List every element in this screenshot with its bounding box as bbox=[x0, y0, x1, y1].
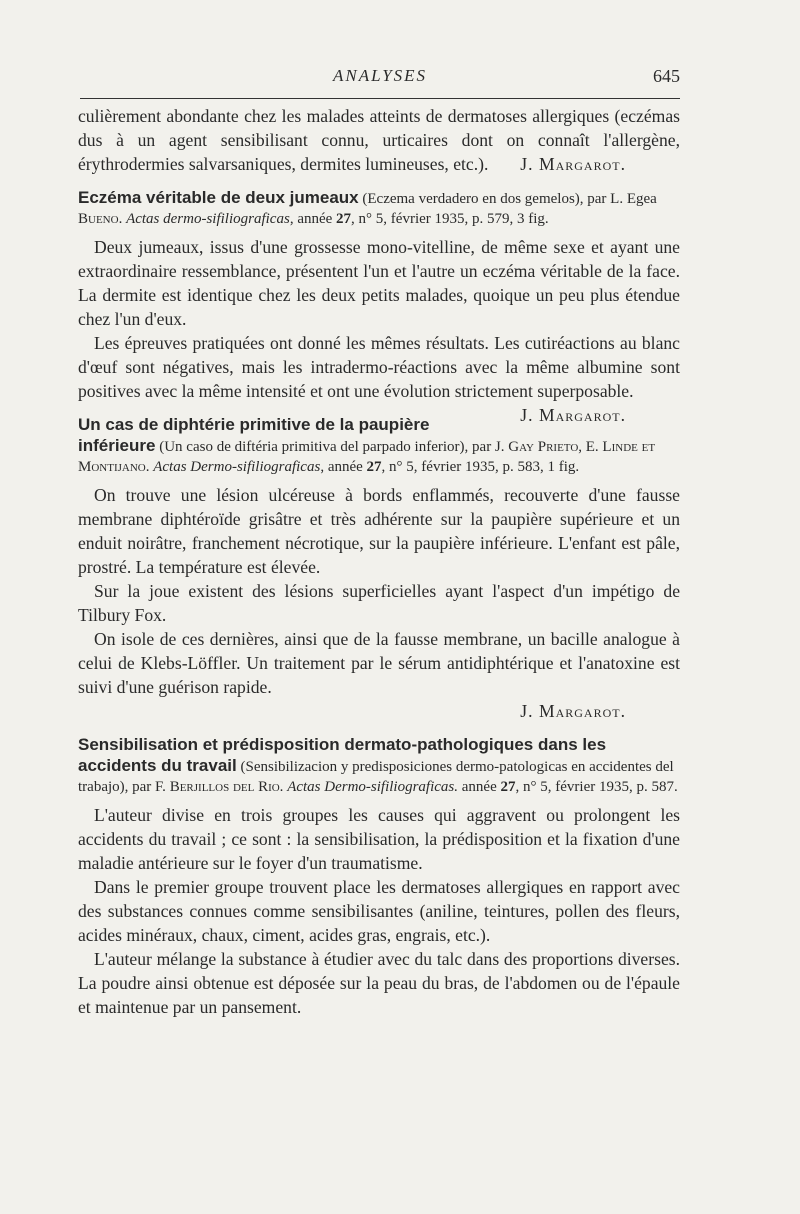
signature: J. Margarot. bbox=[520, 154, 626, 174]
entry-heading bbox=[78, 735, 680, 797]
entry-heading: Eczéma véritable de deux jumeaux (Eczema verdadero en dos gemelos), par L. Egea Bueno. Actas dermo-sifiliograficas, année 27, n° 5, février 1935, p. 579, 3 fig. bbox=[78, 188, 657, 227]
header-rule bbox=[80, 98, 680, 99]
citation-author: Gay Prieto, E. Linde et Montijano. bbox=[78, 439, 656, 475]
citation-text: (Eczema verdadero en dos gemelos), par L. Egea bbox=[358, 191, 657, 207]
citation-issue: , n° 5, février 1935, p. 587. bbox=[515, 779, 678, 795]
citation-text: (Sensibilizacion y predisposiciones dermo-patologicas en accidentes del trabajo), par F. bbox=[78, 759, 674, 795]
paragraph: Deux jumeaux, issus d'une grossesse mono-vitelline, de même sexe et ayant une extraordinaire ressemblance, présentent l'un et l'autre un eczéma véritable de la face. La dermite est identique chez les deux petits malades, quoique un peu plus étendue chez l'un d'eux. bbox=[78, 237, 680, 329]
citation-text: , année bbox=[320, 459, 367, 475]
signature: J. Margarot. bbox=[520, 405, 626, 425]
citation-volume: 27 bbox=[336, 211, 352, 227]
intro-paragraph bbox=[78, 104, 680, 176]
citation-journal: Actas Dermo-sifiliograficas. bbox=[287, 779, 459, 795]
page-number: 645 bbox=[653, 66, 680, 86]
signature: J. Margarot. bbox=[520, 701, 626, 721]
citation-text: , année bbox=[289, 211, 337, 227]
citation-text: année bbox=[458, 779, 501, 795]
citation-journal: Actas dermo-sifiliograficas bbox=[126, 211, 290, 227]
page-body bbox=[78, 104, 680, 1019]
citation-author: Berjillos del Rio. bbox=[169, 779, 284, 795]
running-header bbox=[80, 66, 680, 90]
citation-issue: , n° 5, février 1935, p. 583, 1 fig. bbox=[381, 459, 580, 475]
paragraph bbox=[78, 331, 680, 425]
citation-journal: Actas Dermo-sifiliograficas bbox=[153, 459, 321, 475]
entry-title: Eczéma véritable de deux jumeaux bbox=[78, 188, 359, 207]
paragraph: On trouve une lésion ulcéreuse à bords enflammés, recouverte d'une fausse membrane diphtéroïde grisâtre et très adhérente sur la paupière supérieure et un enduit noirâtre, franchement nécrotique, sur la paupière inférieure. L'enfant est pâle, prostré. La température est élevée. bbox=[78, 485, 680, 577]
citation-volume: 27 bbox=[366, 459, 382, 475]
citation-volume: 27 bbox=[500, 779, 516, 795]
entry-title: Sensibilisation et prédisposition dermato-pathologiques dans les accidents du travail bbox=[78, 735, 607, 775]
intro-text: culièrement abondante chez les malades atteints de dermatoses allergiques (eczémas dus à un agent sensibilisant connu, urticaires dont on connaît l'allergène, érythrodermies salvarsaniques, dermites lumineuses, etc.). bbox=[78, 106, 680, 174]
citation-text: (Un caso de diftéria primitiva del parpado inferior), par J. bbox=[155, 439, 509, 455]
citation-issue: , n° 5, février 1935, p. 579, 3 fig. bbox=[351, 211, 549, 227]
paragraph: L'auteur divise en trois groupes les causes qui aggravent ou prolongent les accidents du travail ; ce sont : la sensibilisation, la prédisposition et la fixation d'une maladie antérieure sur le foyer d'un traumatisme. bbox=[78, 805, 680, 873]
paragraph: Dans le premier groupe trouvent place les dermatoses allergiques en rapport avec des substances connues comme sensibilisantes (aniline, teintures, pollen des fleurs, acides minéraux, chaux, ciment, acides gras, engrais, etc.). bbox=[78, 877, 680, 945]
paragraph: On isole de ces dernières, ainsi que de la fausse membrane, un bacille analogue à celui de Klebs-Löffler. Un traitement par le sérum antidiphtérique et l'anatoxine est suivi d'une guérison rapide. bbox=[78, 629, 680, 697]
citation-author: Bueno bbox=[78, 211, 119, 227]
paragraph-text: Les épreuves pratiquées ont donné les mêmes résultats. Les cutiréactions au blanc d'œuf sont négatives, mais les intradermo-réactions avec la même albumine sont positives avec la même intensité et ont une évolution strictement superposable. bbox=[78, 333, 680, 401]
paragraph: Sur la joue existent des lésions superficielles ayant l'aspect d'un impétigo de Tilbury Fox. bbox=[78, 581, 680, 625]
entry-title: Un cas de diphtérie primitive de la paupière inférieure bbox=[78, 415, 430, 455]
paragraph: L'auteur mélange la substance à étudier avec du talc dans des proportions diverses. La poudre ainsi obtenue est déposée sur la peau du bras, de l'abdomen ou de l'épaule et maintenue par un pansement. bbox=[78, 949, 680, 1017]
running-title: ANALYSES bbox=[332, 66, 428, 85]
